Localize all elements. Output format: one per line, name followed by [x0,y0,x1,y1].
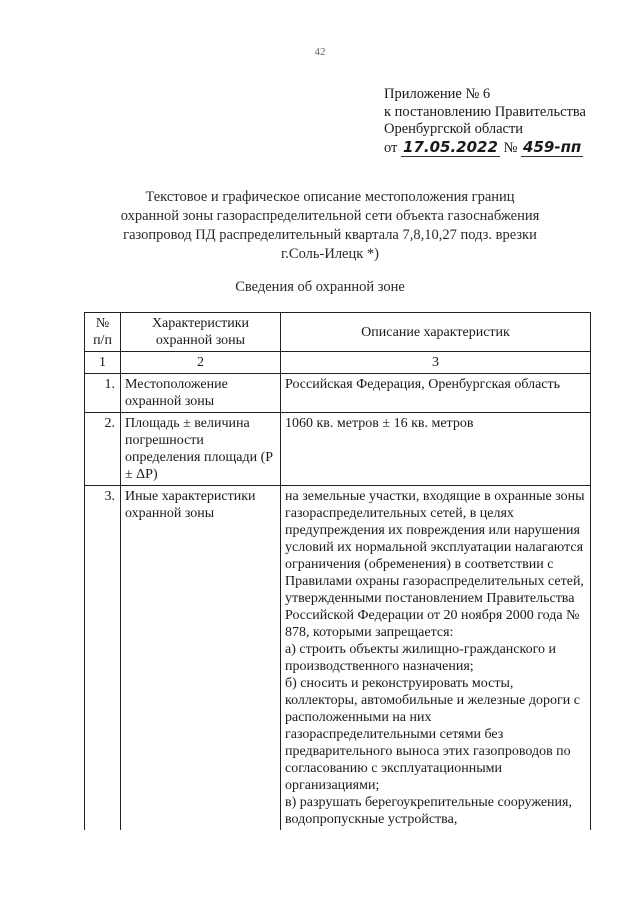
document-title [80,188,580,264]
handwritten-number: 459-пп [523,137,582,156]
row-description: на земельные участки, входящие в охранные зоны газораспределительных сетей, в целях предупреждения их повреждения или нарушения условий их нормальной эксплуатации налагаются ограничения (обременения) в соответствии с Правилами охраны газораспределительных сетей, утвержденными постановлением Правительства Российской Федерации от 20 ноября 2000 года № 878, которыми запрещается: а) строить объекты жилищно-гражданского и производственного назначения; б) сносить и реконструировать мосты, коллекторы, автомобильные и железные дороги с расположенными на них газораспределительными сетями без предварительного выноса этих газопроводов по согласованию с эксплуатационными организациями; в) разрушать берегоукрепительные сооружения, водопропускные устройства, [281,486,591,831]
title-line-4: г.Соль-Илецк *) [281,246,379,262]
row-number: 2. [85,413,121,486]
number-sign: № [503,139,518,156]
header-num: № п/п [85,313,121,352]
title-line-3: газопровод ПД распределительный квартала 7,8,10,27 подз. врезки [123,227,537,243]
appendix-line-3: Оренбургской области [384,121,524,137]
section-subtitle: Сведения об охранной зоне [235,279,405,295]
row-characteristic: Иные характеристики охранной зоны [121,486,281,831]
table-row [85,413,591,486]
index-cell: 1 [85,352,121,374]
title-line-1: Текстовое и графическое описание местоположения границ [145,189,515,205]
row-characteristic: Площадь ± величина погрешности определения площади (Р ± ΔР) [121,413,281,486]
handwritten-date: 17.05.2022 [403,137,498,156]
header-description: Описание характеристик [281,313,591,352]
row-characteristic: Местоположение охранной зоны [121,374,281,413]
row-description: Российская Федерация, Оренбургская область [281,374,591,413]
page-number: 42 [314,46,326,58]
row-number: 3. [85,486,121,831]
date-prefix: от [384,139,398,156]
index-cell: 3 [281,352,591,374]
protection-zone-table [84,312,591,830]
table-header-row [85,313,591,352]
row-description: 1060 кв. метров ± 16 кв. метров [281,413,591,486]
table-row [85,486,591,831]
appendix-line-2: к постановлению Правительства [384,103,586,120]
table-row [85,374,591,413]
appendix-date-line [384,139,586,158]
appendix-block [384,86,586,157]
table-index-row [85,352,591,374]
appendix-line-1: Приложение № 6 [384,86,491,102]
row-number: 1. [85,374,121,413]
header-characteristic: Характеристики охранной зоны [121,313,281,352]
title-line-2: охранной зоны газораспределительной сети объекта газоснабжения [120,208,540,224]
index-cell: 2 [121,352,281,374]
